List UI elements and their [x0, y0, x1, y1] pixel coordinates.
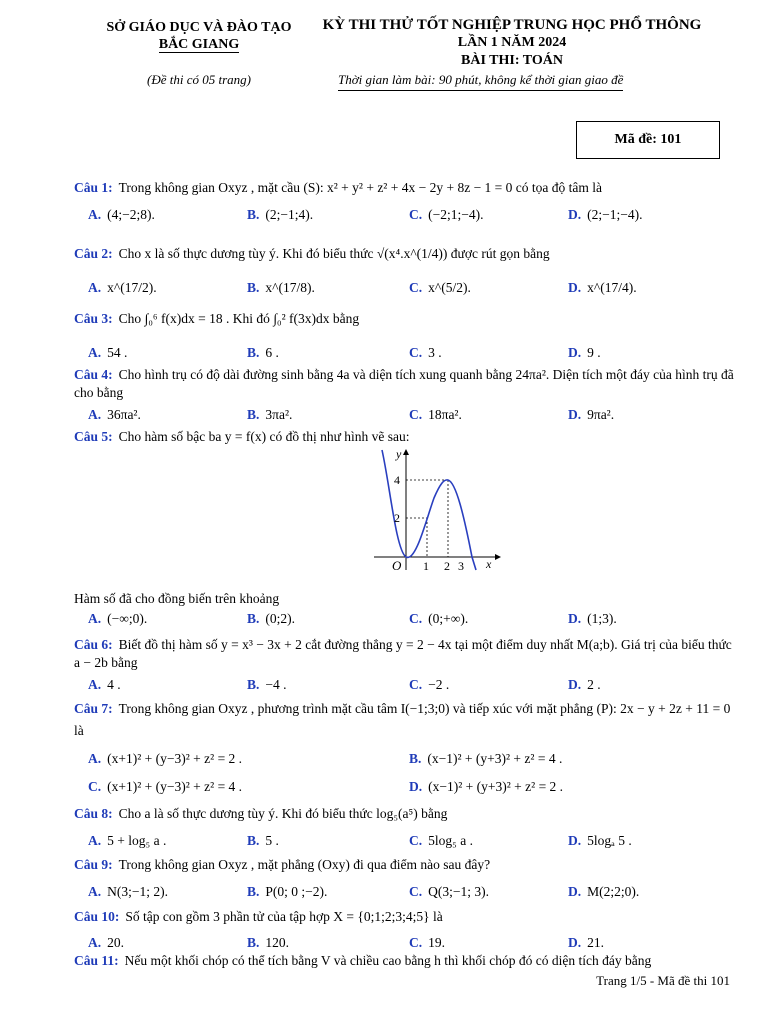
- q6-option-a: A. 4 .: [88, 677, 121, 692]
- q10-option-a: A. 20.: [88, 935, 124, 950]
- q3-option-c: C. 3 .: [409, 345, 442, 360]
- question-4: Câu 4: Cho hình trụ có độ dài đường sinh bằng 4a và diện tích xung quanh bằng 24πa². Diện tích một đáy của hình trụ đã cho bằng: [74, 367, 734, 400]
- exam-code-box: Mã đề: 101: [576, 121, 720, 159]
- q2-option-a: A. x^(17/2).: [88, 280, 157, 295]
- q1-option-d: D. (2;−1;−4).: [568, 207, 643, 222]
- q5-option-c: C. (0;+∞).: [409, 611, 469, 626]
- q3-option-d: D. 9 .: [568, 345, 601, 360]
- q6-option-d: D. 2 .: [568, 677, 601, 692]
- department-line1: SỞ GIÁO DỤC VÀ ĐÀO TẠO: [106, 20, 292, 35]
- page-footer: Trang 1/5 - Mã đề thi 101: [596, 973, 730, 988]
- question-11: Câu 11: Nếu một khối chóp có thể tích bằng V và chiều cao bằng h thì khối chóp đó có diện tích đáy bằng: [74, 953, 652, 968]
- x-tick-2: 2: [444, 559, 450, 573]
- q10-option-d: D. 21.: [568, 935, 604, 950]
- q4-option-d: D. 9πa².: [568, 407, 615, 422]
- time-note: Thời gian làm bài: 90 phút, không kể thời gian giao đề: [338, 72, 623, 91]
- question-6: Câu 6: Biết đồ thị hàm số y = x³ − 3x + 2 cắt đường thẳng y = 2 − 4x tại một điểm duy nhất M(a;b). Giá trị của biểu thức a − 2b bằng: [74, 637, 732, 670]
- q1-option-c: C. (−2;1;−4).: [409, 207, 484, 222]
- x-tick-3: 3: [458, 559, 464, 573]
- q2-option-c: C. x^(5/2).: [409, 280, 471, 295]
- question-5-prompt: Hàm số đã cho đồng biến trên khoảng: [74, 591, 280, 606]
- y-tick-2: 2: [394, 511, 400, 525]
- q9-option-d: D. M(2;2;0).: [568, 884, 640, 899]
- q2-option-d: D. x^(17/4).: [568, 280, 637, 295]
- q7-option-c: C. (x+1)² + (y−3)² + z² = 4 .: [88, 779, 243, 794]
- q5-option-d: D. (1;3).: [568, 611, 617, 626]
- q6-option-c: C. −2 .: [409, 677, 450, 692]
- q9-option-b: B. P(0; 0 ;−2).: [247, 884, 328, 899]
- q1-option-a: A. (4;−2;8).: [88, 207, 155, 222]
- exam-title: KỲ THI THỬ TỐT NGHIỆP TRUNG HỌC PHỔ THÔNG: [322, 17, 702, 33]
- q10-option-b: B. 120.: [247, 935, 290, 950]
- q8-option-c: C. 5log₅ a .: [409, 833, 473, 848]
- x-axis-label: x: [486, 557, 492, 571]
- q6-option-b: B. −4 .: [247, 677, 287, 692]
- q9-option-c: C. Q(3;−1; 3).: [409, 884, 489, 899]
- question-3: Câu 3: Cho ∫₀⁶ f(x)dx = 18 . Khi đó ∫₀² f(3x)dx bằng: [74, 311, 360, 326]
- q5-option-b: B. (0;2).: [247, 611, 296, 626]
- q4-option-c: C. 18πa².: [409, 407, 462, 422]
- question-2: Câu 2: Cho x là số thực dương tùy ý. Khi đó biểu thức √(x⁴.x^(1/4)) được rút gọn bằng: [74, 246, 550, 261]
- q8-option-d: D. 5logₐ 5 .: [568, 833, 632, 848]
- q8-option-a: A. 5 + log₅ a .: [88, 833, 167, 848]
- q3-option-a: A. 54 .: [88, 345, 128, 360]
- cubic-function-graph: [368, 446, 508, 576]
- q7-option-a: A. (x+1)² + (y−3)² + z² = 2 .: [88, 751, 243, 766]
- q9-option-a: A. N(3;−1; 2).: [88, 884, 168, 899]
- exam-round: LẦN 1 NĂM 2024: [457, 35, 567, 50]
- exam-subject: BÀI THI: TOÁN: [461, 53, 563, 68]
- function-curve: [382, 450, 476, 570]
- question-7: Câu 7: Trong không gian Oxyz , phương trình mặt cầu tâm I(−1;3;0) và tiếp xúc với mặt phẳng (P): 2x − y + 2z + 11 = 0 là: [74, 701, 731, 738]
- department-line2: BẮC GIANG: [158, 37, 240, 52]
- pages-note: (Đề thi có 05 trang): [147, 72, 251, 87]
- q1-option-b: B. (2;−1;4).: [247, 207, 314, 222]
- y-axis-label: y: [396, 447, 402, 461]
- origin-label: O: [392, 558, 402, 573]
- question-10: Câu 10: Số tập con gồm 3 phần tử của tập hợp X = {0;1;2;3;4;5} là: [74, 909, 443, 924]
- x-tick-1: 1: [423, 559, 429, 573]
- q4-option-b: B. 3πa².: [247, 407, 293, 422]
- q5-option-a: A. (−∞;0).: [88, 611, 148, 626]
- q10-option-c: C. 19.: [409, 935, 445, 950]
- q4-option-a: A. 36πa².: [88, 407, 141, 422]
- q8-option-b: B. 5 .: [247, 833, 279, 848]
- q2-option-b: B. x^(17/8).: [247, 280, 315, 295]
- question-5: Câu 5: Cho hàm số bậc ba y = f(x) có đồ thị như hình vẽ sau:: [74, 429, 410, 444]
- q7-option-b: B. (x−1)² + (y+3)² + z² = 4 .: [409, 751, 563, 766]
- q7-option-d: D. (x−1)² + (y+3)² + z² = 2 .: [409, 779, 564, 794]
- y-tick-4: 4: [394, 473, 400, 487]
- q3-option-b: B. 6 .: [247, 345, 279, 360]
- question-1: Câu 1: Trong không gian Oxyz , mặt cầu (S): x² + y² + z² + 4x − 2y + 8z − 1 = 0 có tọa độ tâm là: [74, 180, 603, 195]
- question-9: Câu 9: Trong không gian Oxyz , mặt phẳng (Oxy) đi qua điểm nào sau đây?: [74, 857, 491, 872]
- question-8: Câu 8: Cho a là số thực dương tùy ý. Khi đó biểu thức log₅(a⁵) bằng: [74, 806, 448, 821]
